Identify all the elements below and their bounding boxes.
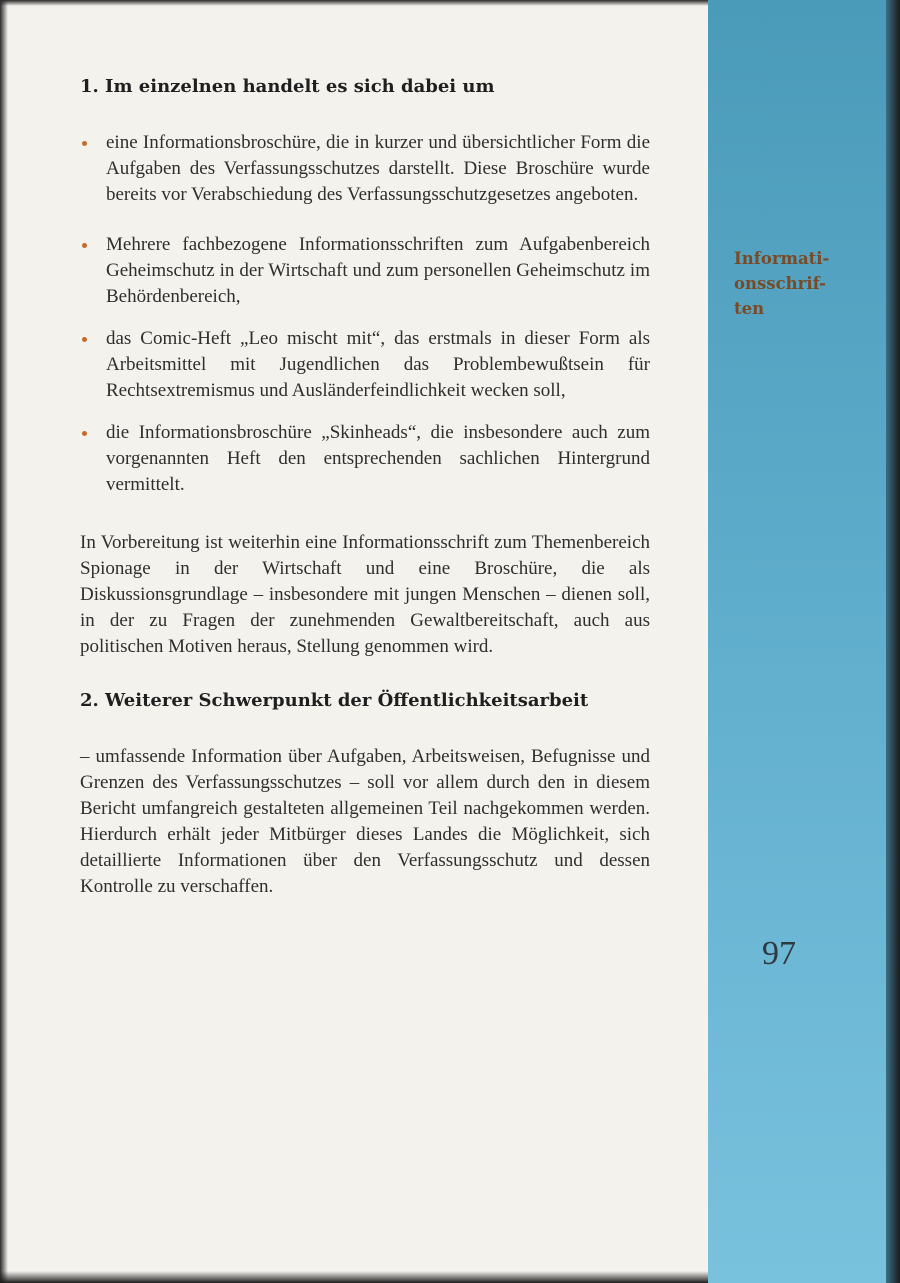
section-2-paragraph: – umfassende Information über Aufgaben, Arbeitsweisen, Befugnisse und Grenzen des Verfassungsschutzes – soll vor allem durch den in diesem Bericht umfangreich gestalteten allgemeinen Teil nachgekommen werden. Hierdurch erhält jeder Mitbürger dieses Landes die Möglichkeit, sich detaillierte Informationen über den Verfassungsschutz und dessen Kontrolle zu verschaffen. <box>80 746 650 897</box>
right-page-edge <box>886 0 900 1283</box>
list-item <box>80 420 650 498</box>
margin-sidebar <box>708 0 892 1283</box>
list-item-text: eine Informationsbroschüre, die in kurzer und übersichtlicher Form die Aufgaben des Verfassungsschutzes darstellt. Diese Broschüre wurde bereits vor Verabschiedung des Verfassungsschutzgesetzes angeboten. <box>106 132 650 205</box>
list-item-text: die Informationsbroschüre „Skinheads“, die insbesondere auch zum vorgenannten Heft den entsprechenden sachlichen Hintergrund vermittelt. <box>106 422 650 495</box>
list-item <box>80 326 650 404</box>
margin-note <box>734 246 874 321</box>
main-text <box>80 74 650 900</box>
bullet-icon <box>82 243 87 248</box>
section-1-heading: 1. Im einzelnen handelt es sich dabei um <box>80 76 495 97</box>
top-page-shadow <box>0 0 712 6</box>
section-1-paragraph: In Vorbereitung ist weiterhin eine Informationsschrift zum Themenbereich Spionage in der Wirtschaft und eine Broschüre, die als Diskussionsgrundlage – insbesondere mit jungen Menschen – dienen soll, in der zu Fragen der zunehmenden Gewaltbereitschaft, auch aus politischen Motiven heraus, Stellung genommen wird. <box>80 532 650 657</box>
list-item-text: das Comic-Heft „Leo mischt mit“, das erstmals in dieser Form als Arbeitsmittel mit Jugendlichen das Problembewußtsein für Rechtsextremismus und Ausländerfeindlichkeit wecken soll, <box>106 328 650 401</box>
list-item <box>80 232 650 310</box>
bullet-list <box>80 130 650 498</box>
bullet-icon <box>82 337 87 342</box>
bullet-icon <box>82 141 87 146</box>
bullet-icon <box>82 431 87 436</box>
list-item <box>80 130 650 208</box>
margin-note-line: ten <box>734 299 765 318</box>
page-number: 97 <box>762 935 796 972</box>
list-item-text: Mehrere fachbezogene Informationsschriften zum Aufgabenbereich Geheimschutz in der Wirtschaft und zum personellen Geheimschutz im Behördenbereich, <box>106 234 650 307</box>
margin-note-line: onsschrif- <box>734 274 826 293</box>
left-page-shadow <box>0 0 8 1283</box>
margin-note-line: Informati- <box>734 249 830 268</box>
bottom-page-shadow <box>0 1271 712 1283</box>
section-2-heading: 2. Weiterer Schwerpunkt der Öffentlichkeitsarbeit <box>80 690 589 711</box>
